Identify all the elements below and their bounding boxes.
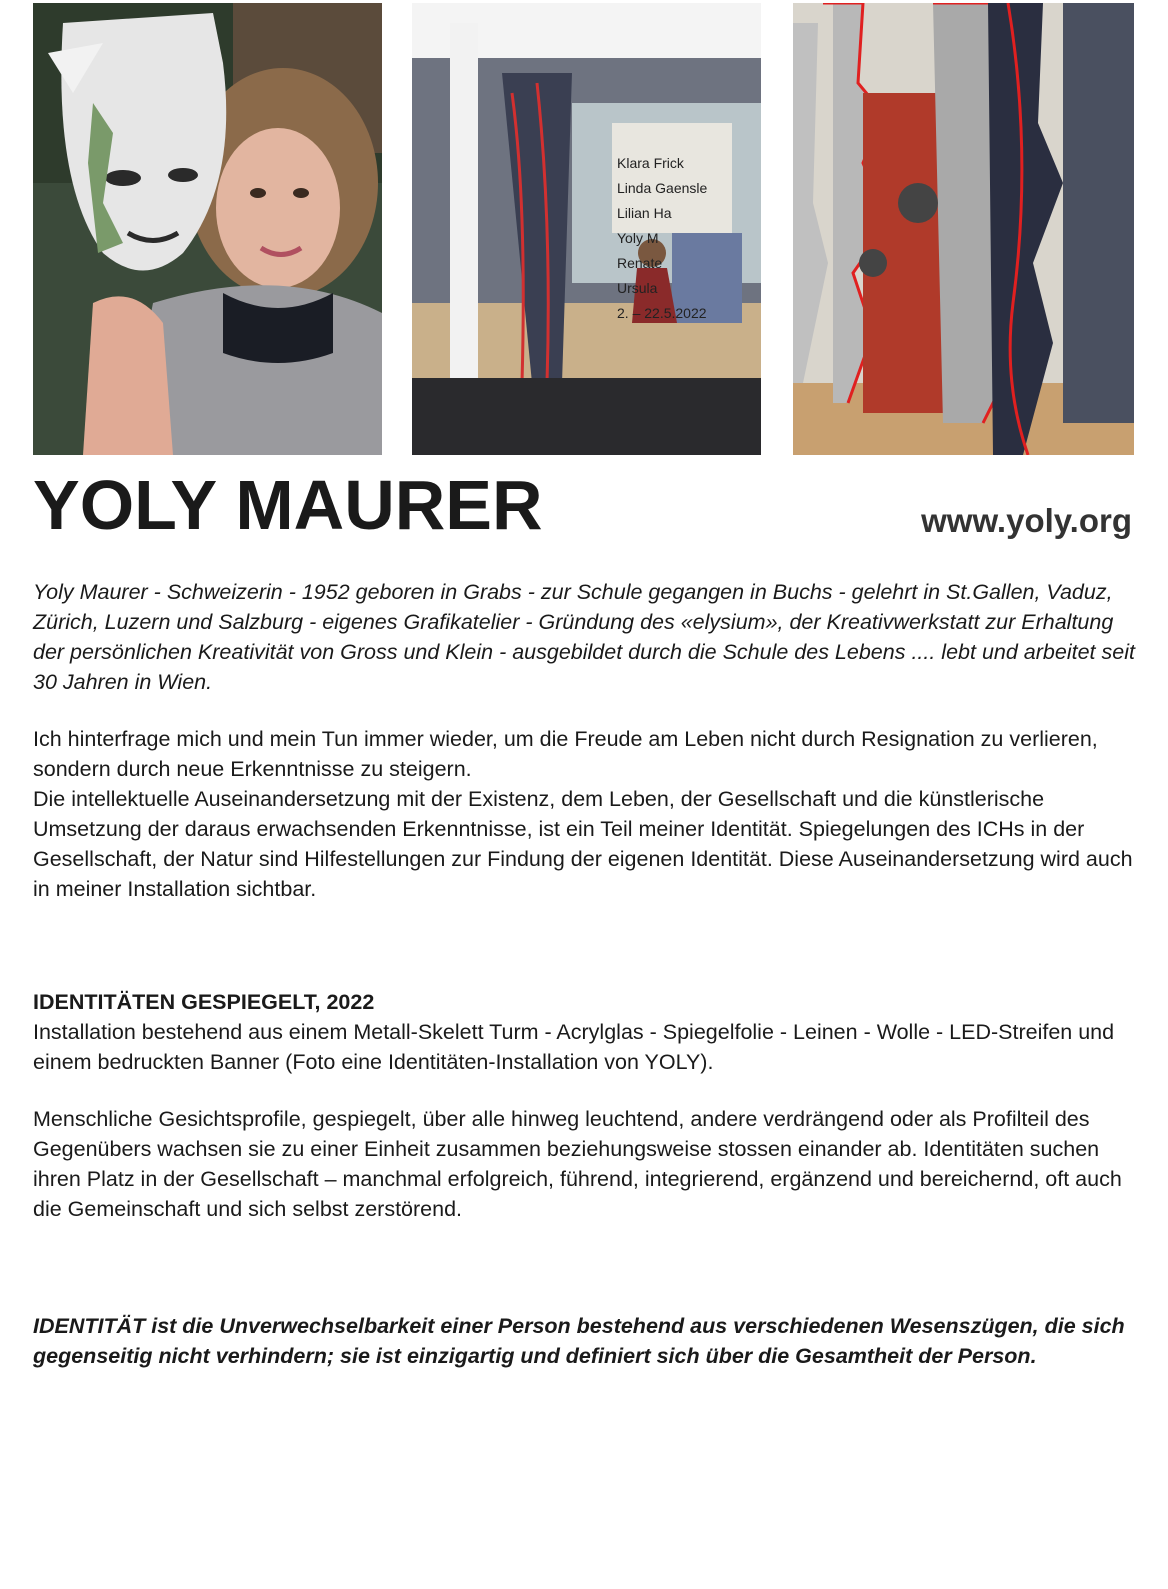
website-link[interactable]: www.yoly.org [921,502,1132,539]
statement-paragraph-2: Die intellektuelle Auseinandersetzung mit der Existenz, dem Leben, der Gesellschaft und die künstlerische Umsetzung der daraus erwachsenden Erkenntnisse, ist ein Teil meiner Identität. Spiegelungen des ICHs in der Gesellschaft, der Natur sind Hilfestellungen zur Findung der eigenen Identität. Diese Auseinandersetzung wird auch in meiner Installation sichtbar. [33,787,1133,901]
bio-paragraph: Yoly Maurer - Schweizerin - 1952 geboren in Grabs - zur Schule gegangen in Buchs - gelehrt in St.Gallen, Vaduz, Zürich, Luzern und Salzburg - eigenes Grafikatelier - Gründung des «elysium», der Kreativwerkstatt zur Erhaltung der persönlichen Kreativität von Gross und Klein - ausgebildet durch die Schule des Lebens .... lebt und arbeitet seit 30 Jahren in Wien. [33,580,1135,694]
shop-window-photo-icon [412,3,761,455]
work-description: Installation bestehend aus einem Metall-Skelett Turm - Acrylglas - Spiegelfolie - Leinen - Wolle - LED-Streifen und einem bedruckten Banner (Foto eine Identitäten-Installation von YOLY). [33,1020,1115,1074]
artist-portrait-photo-icon [33,3,382,455]
installation-photo-icon [793,3,1134,455]
window-text-6: Ursula [617,280,658,296]
exhibition-window-photo [412,3,761,455]
work-title: IDENTITÄTEN GESPIEGELT, 2022 [33,990,375,1014]
portrait-photo [33,3,382,455]
statement-paragraph-1: Ich hinterfrage mich und mein Tun immer wieder, um die Freude am Leben nicht durch Resignation zu verlieren, sondern durch neue Erkenntnisse zu steigern. [33,727,1098,781]
window-text-2: Linda Gaensle [617,180,708,196]
window-text-7: 2. – 22.5.2022 [617,305,707,321]
window-text-1: Klara Frick [617,155,684,171]
installation-photo [793,3,1134,455]
window-text-5: Renate [617,255,663,271]
identity-definition: IDENTITÄT ist die Unverwechselbarkeit einer Person bestehend aus verschiedenen Wesenszügen, die sich gegenseitig nicht verhindern; sie ist einzigartig und definiert sich über die Gesamtheit der Person. [33,1314,1125,1368]
work-concept-paragraph: Menschliche Gesichtsprofile, gespiegelt, über alle hinweg leuchtend, andere verdrängend oder als Profilteil des Gegenübers wachsen sie zu einer Einheit zusammen beziehungsweise stossen einander ab. Identitäten suchen ihren Platz in der Gesellschaft – manchmal erfolgreich, führend, integrierend, ergänzend und bereichernd, oft auch die Gemeinschaft und sich selbst zerstörend. [33,1107,1122,1221]
window-text-4: Yoly M [617,230,659,246]
window-text-3: Lilian Ha [617,205,672,221]
artist-name: YOLY MAURER [33,466,543,544]
artist-statement [33,724,1143,904]
